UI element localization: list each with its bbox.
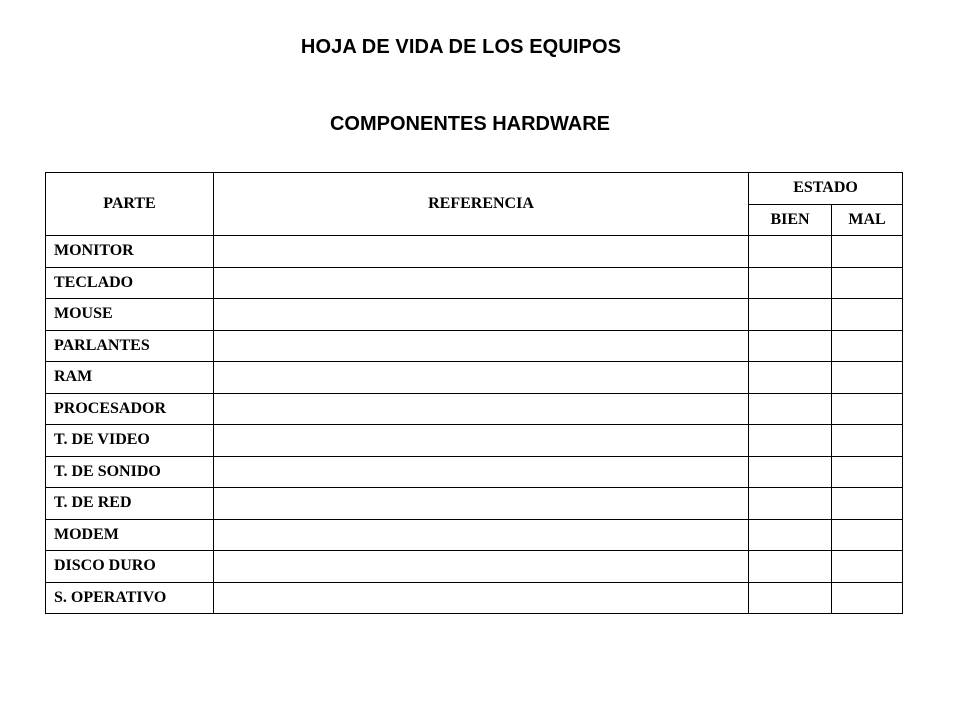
cell-status-bad[interactable] [832,236,903,268]
table-row [46,299,903,331]
table-row [46,236,903,268]
cell-part: TECLADO [46,267,214,299]
page-subtitle: COMPONENTES HARDWARE [329,113,610,135]
cell-status-good[interactable] [749,456,832,488]
cell-part: T. DE SONIDO [46,456,214,488]
cell-status-bad[interactable] [832,362,903,394]
table-row [46,551,903,583]
cell-status-good[interactable] [749,425,832,457]
table-row [46,488,903,520]
table-row [46,393,903,425]
cell-status-bad[interactable] [832,488,903,520]
cell-status-good[interactable] [749,267,832,299]
cell-status-good[interactable] [749,362,832,394]
cell-reference[interactable] [214,425,749,457]
cell-status-bad[interactable] [832,330,903,362]
cell-part: S. OPERATIVO [46,582,214,614]
hardware-components-table [45,172,903,614]
cell-status-bad[interactable] [832,456,903,488]
header-status-good: BIEN [749,204,832,236]
cell-status-bad[interactable] [832,519,903,551]
cell-reference[interactable] [214,519,749,551]
cell-part: T. DE RED [46,488,214,520]
table-row [46,519,903,551]
cell-reference[interactable] [214,362,749,394]
cell-status-good[interactable] [749,330,832,362]
cell-status-good[interactable] [749,299,832,331]
cell-status-good[interactable] [749,236,832,268]
table-header [46,173,903,236]
cell-reference[interactable] [214,267,749,299]
table-row [46,456,903,488]
cell-status-good[interactable] [749,519,832,551]
table-body [46,236,903,614]
cell-part: MODEM [46,519,214,551]
table-row [46,582,903,614]
header-reference: REFERENCIA [214,173,749,236]
cell-status-bad[interactable] [832,299,903,331]
page-title: HOJA DE VIDA DE LOS EQUIPOS [300,36,622,58]
cell-part: PARLANTES [46,330,214,362]
table-row [46,330,903,362]
table-row [46,425,903,457]
cell-reference[interactable] [214,488,749,520]
cell-status-good[interactable] [749,551,832,583]
cell-part: MONITOR [46,236,214,268]
cell-status-bad[interactable] [832,551,903,583]
cell-part: RAM [46,362,214,394]
cell-status-bad[interactable] [832,582,903,614]
cell-part: DISCO DURO [46,551,214,583]
cell-status-good[interactable] [749,582,832,614]
table-row [46,267,903,299]
cell-status-bad[interactable] [832,393,903,425]
cell-status-bad[interactable] [832,425,903,457]
cell-status-bad[interactable] [832,267,903,299]
header-part: PARTE [46,173,214,236]
cell-reference[interactable] [214,299,749,331]
header-status-bad: MAL [832,204,903,236]
cell-reference[interactable] [214,236,749,268]
header-status: ESTADO [749,173,903,205]
cell-reference[interactable] [214,393,749,425]
table-row [46,362,903,394]
cell-reference[interactable] [214,582,749,614]
cell-status-good[interactable] [749,393,832,425]
cell-status-good[interactable] [749,488,832,520]
header-row-top [46,173,903,205]
cell-reference[interactable] [214,456,749,488]
cell-part: MOUSE [46,299,214,331]
cell-part: PROCESADOR [46,393,214,425]
cell-part: T. DE VIDEO [46,425,214,457]
cell-reference[interactable] [214,330,749,362]
cell-reference[interactable] [214,551,749,583]
